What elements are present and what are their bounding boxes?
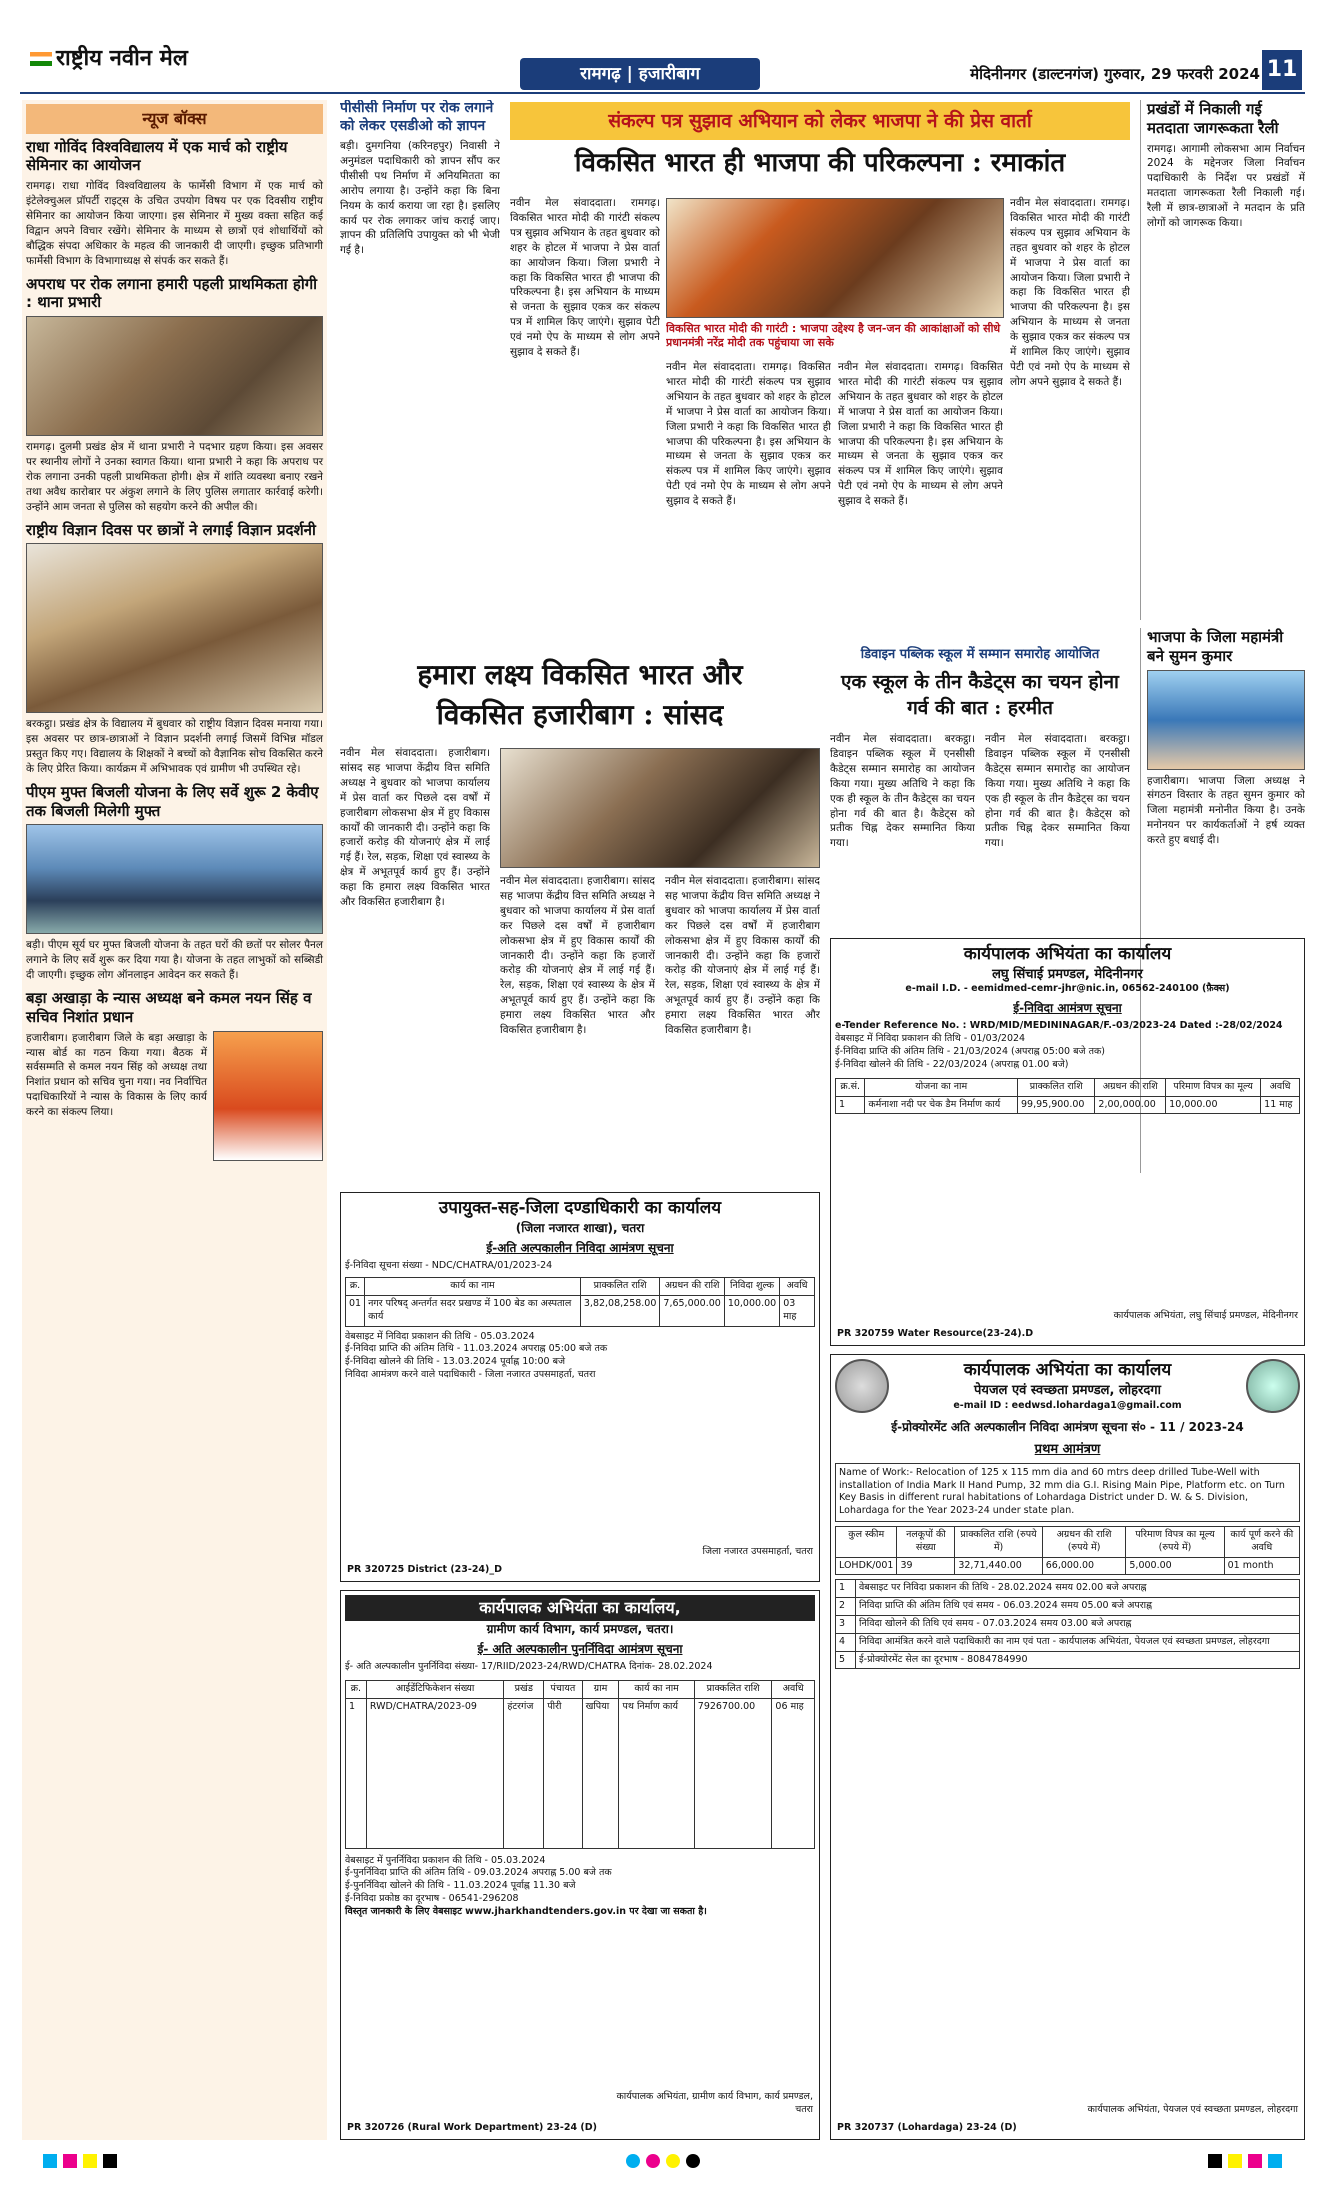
story-headline: राधा गोविंद विश्वविद्यालय में एक मार्च को राष्ट्रीय सेमिनार का आयोजन: [26, 137, 288, 175]
emblem-icon: [1246, 1359, 1300, 1413]
flag-icon: [30, 52, 52, 66]
solar-photo: [26, 824, 323, 934]
tender-office: उपायुक्त-सह-जिला दण्डाधिकारी का कार्यालय: [438, 1198, 722, 1218]
masthead: राष्ट्रीय नवीन मेल: [30, 44, 220, 84]
tender-title: ई-अति अल्पकालीन निविदा आमंत्रण सूचना: [486, 1241, 674, 1256]
suman-photo: [1147, 670, 1305, 770]
page-number: 11: [1262, 50, 1302, 90]
police-photo: [26, 316, 323, 436]
mp-headline-2: विकसित हजारीबाग : सांसद: [436, 698, 724, 731]
news-box-title: न्यूज बॉक्स: [26, 104, 323, 134]
tender-email: e-mail I.D. - eemidmed-cemr-jhr@nic.in, 06562-240100 (फ़ैक्स): [905, 983, 1230, 995]
tender-sign: कार्यपालक अभियंता, ग्रामीण कार्य विभाग, कार्य प्रमण्डल, चतरा: [616, 2091, 813, 2116]
tender-email: e-mail ID : eedwsd.lohardaga1@gmail.com: [953, 1399, 1182, 1411]
tender-title: ई-प्रोक्योरमेंट अति अल्पकालीन निविदा आमंत्रण सूचना सं० - 11 / 2023-24: [891, 1420, 1244, 1434]
tender-row: विस्तृत जानकारी के लिए वेबसाइट www.jharkhandtenders.gov.in पर देखा जा सकता है।: [345, 1905, 707, 1917]
color-swatches: [40, 2154, 120, 2169]
tender-row: ई-पुनर्निविदा प्राप्ति की अंतिम तिथि - 09.03.2024 अपराह्न 5.00 बजे तक: [345, 1867, 612, 1879]
school-label: डिवाइन पब्लिक स्कूल में सम्मान समारोह आयोजित: [860, 647, 1100, 662]
bjp-body: नवीन मेल संवाददाता। रामगढ़। विकसित भारत मोदी की गारंटी संकल्प पत्र सुझाव अभियान के तहत बुधवार को शहर के होटल में भाजपा ने प्रेस वार्ता का आयोजन किया। जिला प्रभारी ने कहा कि विकसित भारत ही भाजपा की परिकल्पना है। इस अभियान के माध्यम से जनता के सुझाव एकत्र कर संकल्प पत्र में शामिल किए जाएंगे। सुझाव पेटी एवं नमो ऐप के माध्यम से लोग अपने सुझाव दे सकते हैं।: [510, 197, 660, 359]
tender-office: कार्यपालक अभियंता का कार्यालय: [963, 1360, 1172, 1381]
tender-row: ई-पुनर्निविदा खोलने की तिथि - 11.03.2024 पूर्वाह्न 11.30 बजे: [345, 1880, 576, 1892]
tender-sub2: प्रथम आमंत्रण: [1034, 1442, 1101, 1458]
issue-date: मेदिनीनगर (डाल्टनगंज) गुरुवार, 29 फरवरी 2024: [970, 65, 1260, 83]
bjp-body-cont: नवीन मेल संवाददाता। रामगढ़। विकसित भारत मोदी की गारंटी संकल्प पत्र सुझाव अभियान के तहत बुधवार को शहर के होटल में भाजपा ने प्रेस वार्ता का आयोजन किया। जिला प्रभारी ने कहा कि विकसित भारत ही भाजपा की परिकल्पना है। इस अभियान के माध्यम से जनता के सुझाव एकत्र कर संकल्प पत्र में शामिल किए जाएंगे। सुझाव पेटी एवं नमो ऐप के माध्यम से लोग अपने सुझाव दे सकते हैं।: [838, 361, 1003, 508]
tender-minor-irrigation: [830, 938, 1305, 1346]
story-body: रामगढ़। आगामी लोकसभा आम निर्वाचन 2024 के मद्देनजर जिला निर्वाचन पदाधिकारी के निर्देश पर प्रखंडों में मतदाता जागरूकता रैली निकाली गई। रैली में छात्र-छात्राओं ने मतदान के प्रति लोगों को जागरूक किया।: [1147, 142, 1305, 230]
tender-table: कुल स्कीम नलकूपों की संख्या प्राक्कलित राशि (रुपये में) अग्रधन की राशि (रुपये में) परिमाण विपत्र का मूल्य (रुपये में) कार्य पूर्ण करने की अवधि LOHDK/001 39 32,71,440.00 66,000.00 5,000.00 01 month: [835, 1526, 1300, 1575]
tender-ref: e-Tender Reference No. : WRD/MID/MEDININAGAR/F.-03/2023-24 Dated :-28/02/2024: [835, 1020, 1283, 1032]
story-headline: राष्ट्रीय विज्ञान दिवस पर छात्रों ने लगाई विज्ञान प्रदर्शनी: [26, 520, 316, 539]
tender-row: ई-निविदा खोलने की तिथि - 22/03/2024 (अपराह्न 01.00 बजे): [835, 1058, 1069, 1070]
tender-sub: पेयजल एवं स्वच्छता प्रमण्डल, लोहरदगा: [974, 1383, 1161, 1399]
tender-row: वेबसाइट में निविदा प्रकाशन की तिथि - 01/03/2024: [835, 1033, 1026, 1045]
story-body: रामगढ़। राधा गोविंद विश्वविद्यालय के फार्मेसी विभाग में एक मार्च को इंटेलेक्चुअल प्रॉपर्टी राइट्स के उचित उपयोग विषय पर एक दिवसीय राष्ट्रीय सेमिनार का आयोजन किया जाएगा। इस सेमिनार में मुख्य वक्ता सहित कई विद्वान अपने विचार रखेंगे। सेमिनार के माध्यम से छात्रों एवं शोधार्थियों को बौद्धिक संपदा अधिकार के महत्व की जानकारी दी जाएगी। इच्छुक प्रतिभागी फार्मेसी विभाग के विभागाध्यक्ष से संपर्क कर सकते हैं।: [26, 180, 323, 267]
school-headline: एक स्कूल के तीन कैडेट्स का चयन होना गर्व की बात : हरमीत: [841, 671, 1119, 719]
tender-pr: PR 320737 (Lohardaga) 23-24 (D): [837, 2122, 1017, 2134]
tender-ref: ई- अति अल्पकालीन पुनर्निविदा संख्या- 17/RIID/2023-24/RWD/CHATRA दिनांक- 28.02.2024: [345, 1660, 713, 1672]
tender-pr: PR 320726 (Rural Work Department) 23-24 (D): [347, 2122, 597, 2134]
tender-table: क्र.सं. योजना का नाम प्राक्कलित राशि अग्रधन की राशि परिमाण विपत्र का मूल्य अवधि 1 कर्मनाशा नदी पर चेक डैम निर्माण कार्य 99,95,900.00 2,00,000.00 10,000.00 11 माह: [835, 1078, 1300, 1115]
column-2: [340, 100, 500, 645]
bjp-headline: विकसित भारत ही भाजपा की परिकल्पना : रमाकांत: [574, 148, 1066, 178]
story-headline: भाजपा के जिला महामंत्री बने सुमन कुमार: [1147, 628, 1284, 665]
tender-row: वेबसाइट में निविदा प्रकाशन की तिथि - 05.03.2024: [345, 1330, 535, 1342]
story-headline: पीएम मुफ्त बिजली योजना के लिए सर्वे शुरू 2 केवीए तक बिजली मिलेगी मुफ्त: [26, 782, 319, 820]
tender-sign: जिला नजारत उपसमाहर्ता, चतरा: [702, 1546, 813, 1558]
mp-body: नवीन मेल संवाददाता। हजारीबाग। सांसद सह भाजपा केंद्रीय वित्त समिति अध्यक्ष ने बुधवार को भाजपा कार्यालय में प्रेस वार्ता कर पिछले दस वर्षों में हजारीबाग लोकसभा क्षेत्र में हुए विकास कार्यों की जानकारी दी। उन्होंने कहा कि हजारों करोड़ की योजनाएं क्षेत्र में लाई गई हैं। रेल, सड़क, शिक्षा एवं स्वास्थ्य के क्षेत्र में अभूतपूर्व कार्य हुए हैं। उन्होंने कहा कि हमारा लक्ष्य विकसित भारत और विकसित हजारीबाग है।: [340, 747, 490, 909]
tender-row: ई-निविदा प्राप्ति की अंतिम तिथि - 21/03/2024 (अपराह्न 05:00 बजे तक): [835, 1046, 1105, 1058]
story-headline: अपराध पर रोक लगाना हमारी पहली प्राथमिकता होगी : थाना प्रभारी: [26, 274, 318, 312]
tender-table: क्र. आईडेंटिफिकेशन संख्या प्रखंड पंचायत ग्राम कार्य का नाम प्राक्कलित राशि अवधि 1 RWD/CHATRA/2023-09 हंटरगंज पीरी खपिया पथ निर्माण कार्य 7926700.00 06 माह: [345, 1680, 815, 1849]
tender-sub: (जिला नजारत शाखा), चतरा: [515, 1220, 645, 1235]
story-headline: बड़ा अखाड़ा के न्यास अध्यक्ष बने कमल नयन सिंह व सचिव निशांत प्रधान: [26, 989, 312, 1026]
science-photo: [26, 543, 323, 713]
tender-work: Name of Work:- Relocation of 125 x 115 mm dia and 60 mtrs deep drilled Tube-Well with installation of India Mark II Hand Pump, 32 mm dia G.I. Rising Main Pipe, Platform etc. on Turn Key Basis in different rural habitations of Lohardaga District under D. W. & S. Division, Lohardaga for the Year 2023-24 under state plan.: [835, 1463, 1300, 1522]
tender-row: वेबसाइट में पुनर्निविदा प्रकाशन की तिथि - 05.03.2024: [345, 1854, 546, 1866]
story-body: बरकट्ठा। प्रखंड क्षेत्र के विद्यालय में बुधवार को राष्ट्रीय विज्ञान दिवस मनाया गया। इस अवसर पर छात्र-छात्राओं ने विज्ञान प्रदर्शनी लगाई जिसमें विभिन्न मॉडल प्रस्तुत किए गए। विद्यालय के शिक्षकों ने बच्चों को वैज्ञानिक सोच विकसित करने के लिए प्रेरित किया। कार्यक्रम में अभिभावक एवं ग्रामीण भी उपस्थित रहे।: [26, 718, 323, 776]
school-body-cont: नवीन मेल संवाददाता। बरकट्ठा। डिवाइन पब्लिक स्कूल में एनसीसी कैडेट्स सम्मान समारोह का आयोजन किया गया। मुख्य अतिथि ने कहा कि एक ही स्कूल के तीन कैडेट्स का चयन होना गर्व की बात है। कैडेट्स को प्रतीक चिह्न देकर सम्मानित किया गया।: [985, 733, 1130, 850]
mp-headline-1: हमारा लक्ष्य विकसित भारत और: [417, 658, 743, 691]
tender-title: ई- अति अल्पकालीन पुनर्निविदा आमंत्रण सूचना: [477, 1641, 683, 1656]
story-body: बड़ी। पीएम सूर्य घर मुफ्त बिजली योजना के तहत घरों की छतों पर सोलर पैनल लगाने के लिए सर्वे शुरू कर दिया गया है। योजना के तहत लाभुकों को सब्सिडी दी जाएगी। इच्छुक लोग ऑनलाइन आवेदन कर सकते हैं।: [26, 939, 323, 982]
story-body: हजारीबाग। हजारीबाग जिले के बड़ा अखाड़ा के न्यास बोर्ड का गठन किया गया। बैठक में सर्वसम्मति से कमल नयन सिंह को अध्यक्ष तथा निशांत प्रधान को सचिव चुना गया। नव निर्वाचित पदाधिकारियों ने न्यास के विकास के लिए कार्य करने का संकल्प लिया।: [26, 1031, 207, 1119]
mp-photo: [500, 748, 820, 868]
tender-rural-works: [340, 1590, 820, 2140]
tender-drinking-water: [830, 1354, 1305, 2140]
story-headline: पीसीसी निर्माण पर रोक लगाने को लेकर एसडीओ को ज्ञापन: [340, 100, 494, 134]
tender-office: कार्यपालक अभियंता का कार्यालय,: [345, 1595, 815, 1621]
tender-table: क्र. कार्य का नाम प्राक्कलित राशि अग्रधन की राशि निविदा शुल्क अवधि 01 नगर परिषद् अन्तर्गत सदर प्रखण्ड में 100 बेड का अस्पताल कार्य 3,82,08,258.00 7,65,000.00 10,000.00 03 माह: [345, 1277, 815, 1326]
mp-body-cont: नवीन मेल संवाददाता। हजारीबाग। सांसद सह भाजपा केंद्रीय वित्त समिति अध्यक्ष ने बुधवार को भाजपा कार्यालय में प्रेस वार्ता कर पिछले दस वर्षों में हजारीबाग लोकसभा क्षेत्र में हुए विकास कार्यों की जानकारी दी। उन्होंने कहा कि हजारों करोड़ की योजनाएं क्षेत्र में लाई गई हैं। रेल, सड़क, शिक्षा एवं स्वास्थ्य के क्षेत्र में अभूतपूर्व कार्य हुए हैं। उन्होंने कहा कि हमारा लक्ष्य विकसित भारत और विकसित हजारीबाग है।: [500, 875, 655, 1037]
registration-marks: [623, 2154, 703, 2169]
tender-sign: कार्यपालक अभियंता, पेयजल एवं स्वच्छता प्रमण्डल, लोहरदगा: [1087, 2104, 1298, 2116]
story-body: रामगढ़। दुलमी प्रखंड क्षेत्र में थाना प्रभारी ने पदभार ग्रहण किया। इस अवसर पर स्थानीय लोगों ने उनका स्वागत किया। थाना प्रभारी ने कहा कि अपराध पर रोक लगाना उनकी पहली प्राथमिकता होगी। क्षेत्र में शांति व्यवस्था बनाए रखने तथा अवैध कारोबार पर अंकुश लगाने के लिए पुलिस लगातार कार्रवाई करेगी। उन्होंने आम जनता से पुलिस को सहयोग करने की अपील की।: [26, 441, 323, 513]
tender-row: निविदा आमंत्रण करने वाले पदाधिकारी - जिला नजारत उपसमाहर्ता, चतरा: [345, 1369, 596, 1380]
school-body: नवीन मेल संवाददाता। बरकट्ठा। डिवाइन पब्लिक स्कूल में एनसीसी कैडेट्स सम्मान समारोह का आयोजन किया गया। मुख्य अतिथि ने कहा कि एक ही स्कूल के तीन कैडेट्स का चयन होना गर्व की बात है। कैडेट्स को प्रतीक चिह्न देकर सम्मानित किया गया।: [830, 733, 975, 850]
tender-dates-table: 1 वेबसाइट पर निविदा प्रकाशन की तिथि - 28.02.2024 समय 02.00 बजे अपराह्न 2 निविदा प्राप्ति की अंतिम तिथि एवं समय - 06.03.2024 समय 05.00 बजे अपराह्न 3 निविदा खोलने की तिथि एवं समय - 07.03.2024 समय 03.00 बजे अपराह्न 4 निविदा आमंत्रित करने वाले पदाधिकारी का नाम एवं पता - कार्यपालक अभियंता, पेयजल एवं स्वच्छता प्रमण्डल, लोहरदगा 5 ई-प्रोक्योरमेंट सेल का दूरभाष - 8084784990: [835, 1579, 1300, 1669]
news-box-column: [22, 100, 327, 2140]
story-body: बड़ी। दुमगनिया (करिनहपुर) निवासी ने अनुमंडल पदाधिकारी को ज्ञापन सौंप कर पीसीसी पथ निर्माण में अनियमितता का आरोप लगाया है। उन्होंने कहा कि बिना नियम के कार्य कराया जा रहा है। इसलिए कार्य पर रोक लगाकर जांच कराई जाए। ज्ञापन की प्रतिलिपि उपायुक्त को भी भेजी गई है।: [340, 140, 500, 257]
emblem-icon: [835, 1359, 889, 1413]
story-headline: प्रखंडों में निकाली गई मतदाता जागरूकता रैली: [1147, 100, 1279, 137]
registration-bar: [0, 2150, 1325, 2172]
tender-sub: ग्रामीण कार्य विभाग, कार्य प्रमण्डल, चतरा।: [486, 1621, 674, 1636]
story-body: हजारीबाग। भाजपा जिला अध्यक्ष ने संगठन विस्तार के तहत सुमन कुमार को जिला महामंत्री मनोनीत किया है। उनके मनोनयन पर कार्यकर्ताओं ने हर्ष व्यक्त करते हुए बधाई दी।: [1147, 774, 1305, 847]
color-swatches: [1205, 2154, 1285, 2169]
bjp-caption: विकसित भारत मोदी की गारंटी : भाजपा उद्देश्य है जन-जन की आकांक्षाओं को सीधे प्रधानमंत्री नरेंद्र मोदी तक पहुंचाया जा सके: [666, 322, 1001, 350]
tender-pr: PR 320759 Water Resource(23-24).D: [837, 1328, 1034, 1340]
header-rule: [20, 92, 1305, 94]
right-column: [1140, 100, 1305, 620]
tender-row: ई-निविदा प्रकोष्ठ का दूरभाष - 06541-296208: [345, 1893, 519, 1905]
bjp-banner: संकल्प पत्र सुझाव अभियान को लेकर भाजपा ने की प्रेस वार्ता: [510, 102, 1130, 140]
tender-row: ई-निविदा खोलने की तिथि - 13.03.2024 पूर्वाह्न 10:00 बजे: [345, 1356, 566, 1368]
tender-ref: ई-निविदा सूचना संख्या - NDC/CHATRA/01/2023-24: [345, 1260, 553, 1272]
tender-row: ई-निविदा प्राप्ति की अंतिम तिथि - 11.03.2024 अपराह्न 05:00 बजे तक: [345, 1343, 608, 1355]
section-badge: रामगढ़ | हजारीबाग: [520, 58, 760, 90]
mp-body-cont: नवीन मेल संवाददाता। हजारीबाग। सांसद सह भाजपा केंद्रीय वित्त समिति अध्यक्ष ने बुधवार को भाजपा कार्यालय में प्रेस वार्ता कर पिछले दस वर्षों में हजारीबाग लोकसभा क्षेत्र में हुए विकास कार्यों की जानकारी दी। उन्होंने कहा कि हजारों करोड़ की योजनाएं क्षेत्र में लाई गई हैं। रेल, सड़क, शिक्षा एवं स्वास्थ्य के क्षेत्र में अभूतपूर्व कार्य हुए हैं। उन्होंने कहा कि हमारा लक्ष्य विकसित भारत और विकसित हजारीबाग है।: [665, 875, 820, 1037]
tender-sub: लघु सिंचाई प्रमण्डल, मेदिनीनगर: [992, 966, 1143, 982]
bjp-body-cont: नवीन मेल संवाददाता। रामगढ़। विकसित भारत मोदी की गारंटी संकल्प पत्र सुझाव अभियान के तहत बुधवार को शहर के होटल में भाजपा ने प्रेस वार्ता का आयोजन किया। जिला प्रभारी ने कहा कि विकसित भारत ही भाजपा की परिकल्पना है। इस अभियान के माध्यम से जनता के सुझाव एकत्र कर संकल्प पत्र में शामिल किए जाएंगे। सुझाव पेटी एवं नमो ऐप के माध्यम से लोग अपने सुझाव दे सकते हैं।: [666, 361, 831, 508]
portrait-photo: [213, 1031, 323, 1161]
tender-office: कार्यपालक अभियंता का कार्यालय: [963, 944, 1172, 964]
tender-chatra-district: [340, 1192, 820, 1582]
tender-pr: PR 320725 District (23-24)_D: [347, 1564, 503, 1576]
bjp-body-cont: नवीन मेल संवाददाता। रामगढ़। विकसित भारत मोदी की गारंटी संकल्प पत्र सुझाव अभियान के तहत बुधवार को शहर के होटल में भाजपा ने प्रेस वार्ता का आयोजन किया। जिला प्रभारी ने कहा कि विकसित भारत ही भाजपा की परिकल्पना है। इस अभियान के माध्यम से जनता के सुझाव एकत्र कर संकल्प पत्र में शामिल किए जाएंगे। सुझाव पेटी एवं नमो ऐप के माध्यम से लोग अपने सुझाव दे सकते हैं।: [1010, 197, 1130, 388]
bjp-photo: [666, 198, 1004, 318]
tender-sign: कार्यपालक अभियंता, लघु सिंचाई प्रमण्डल, मेदिनीनगर: [1113, 1310, 1298, 1322]
tender-title: ई-निविदा आमंत्रण सूचना: [1013, 1001, 1122, 1016]
